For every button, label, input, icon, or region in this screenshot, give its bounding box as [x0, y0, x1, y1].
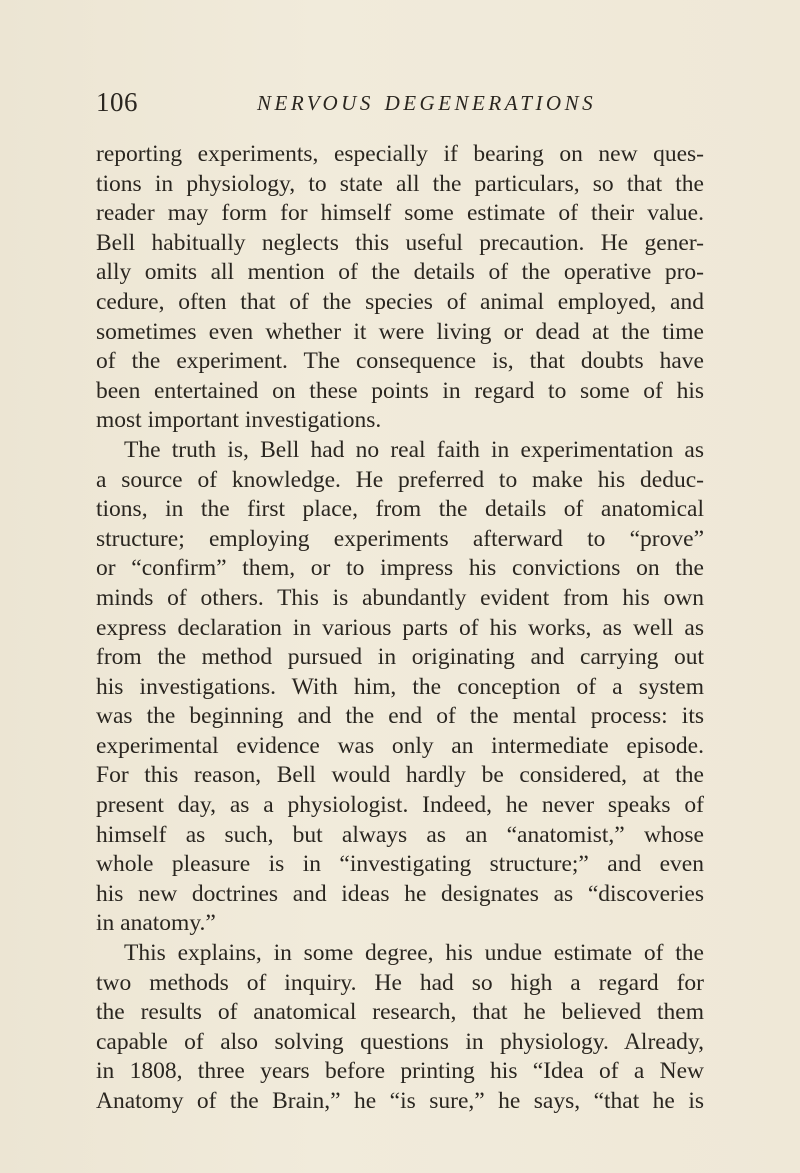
- text-line: his new doctrines and ideas he designates as “discoveries: [96, 880, 704, 907]
- text-line: of the experiment. The consequence is, that doubts have: [96, 348, 704, 375]
- text-line: express declaration in various parts of his works, as well as: [96, 614, 704, 641]
- text-line: capable of also solving questions in physiology. Already,: [96, 1028, 704, 1055]
- page-header: [96, 87, 706, 117]
- text-line: cedure, often that of the species of animal employed, and: [96, 288, 704, 315]
- text-line: a source of knowledge. He preferred to make his deduc-: [96, 466, 704, 493]
- text-line: in anatomy.”: [96, 910, 216, 937]
- text-line: Anatomy of the Brain,” he “is sure,” he says, “that he is: [96, 1088, 704, 1114]
- running-head: NERVOUS DEGENERATIONS: [257, 91, 597, 115]
- text-line: the results of anatomical research, that he believed them: [96, 999, 704, 1026]
- text-line: in 1808, three years before printing his “Idea of a New: [96, 1058, 704, 1085]
- text-line: his investigations. With him, the conception of a system: [96, 673, 704, 700]
- text-line: present day, as a physiologist. Indeed, he never speaks of: [96, 792, 704, 819]
- text-line: or “confirm” them, or to impress his convictions on the: [96, 555, 704, 582]
- body-text: [96, 140, 704, 1117]
- text-line: ally omits all mention of the details of the operative pro-: [96, 259, 704, 286]
- text-line: The truth is, Bell had no real faith in experimentation as: [124, 436, 704, 463]
- text-line: Bell habitually neglects this useful precaution. He gener-: [96, 229, 704, 256]
- text-line: from the method pursued in originating and carrying out: [96, 644, 704, 671]
- text-line: tions, in the first place, from the details of anatomical: [96, 496, 704, 523]
- text-line: whole pleasure is in “investigating structure;” and even: [96, 851, 704, 878]
- text-line: was the beginning and the end of the mental process: its: [96, 703, 704, 730]
- text-line: two methods of inquiry. He had so high a regard for: [96, 969, 704, 996]
- text-line: sometimes even whether it were living or dead at the time: [96, 318, 704, 345]
- text-line: minds of others. This is abundantly evident from his own: [96, 584, 704, 611]
- text-line: This explains, in some degree, his undue estimate of the: [124, 940, 704, 967]
- text-line: reporting experiments, especially if bearing on new ques-: [96, 141, 704, 167]
- text-line: experimental evidence was only an intermediate episode.: [96, 732, 704, 759]
- text-line: For this reason, Bell would hardly be considered, at the: [96, 762, 704, 789]
- text-line: himself as such, but always as an “anatomist,” whose: [96, 821, 704, 848]
- page-number: 106: [96, 87, 138, 117]
- text-line: reader may form for himself some estimate of their value.: [96, 200, 704, 227]
- text-line: tions in physiology, to state all the particulars, so that the: [96, 170, 704, 197]
- text-line: been entertained on these points in regard to some of his: [96, 377, 704, 404]
- text-line: structure; employing experiments afterward to “prove”: [96, 525, 704, 552]
- text-line: most important investigations.: [96, 407, 382, 434]
